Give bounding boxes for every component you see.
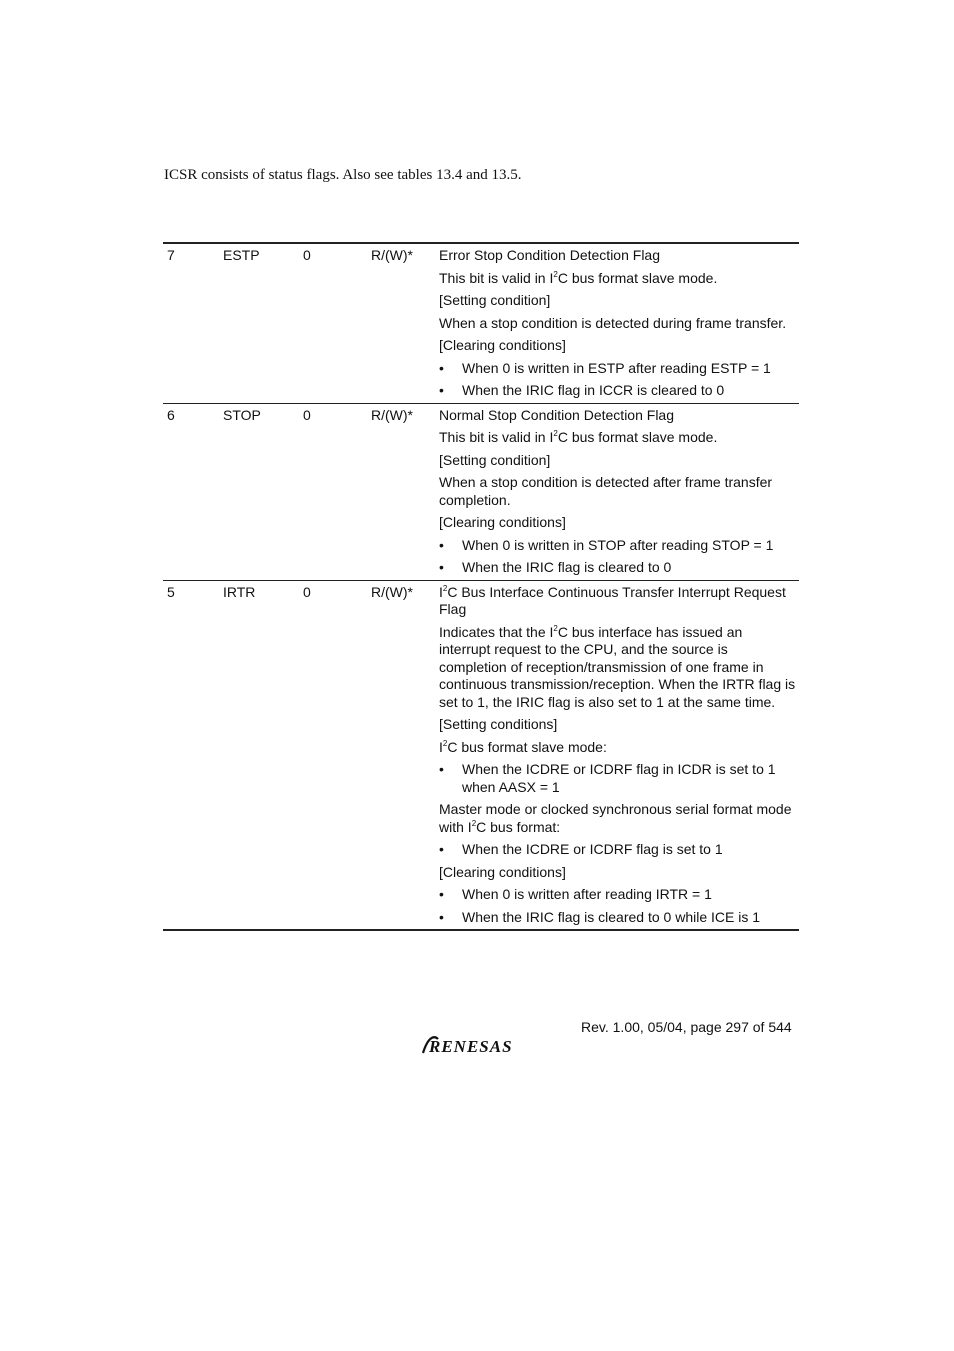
bit-description (439, 584, 797, 927)
setting-label: [Setting condition] (439, 451, 551, 468)
list-item: • When the IRIC flag in ICCR is cleared to 0 (439, 382, 725, 398)
setting-text: When a stop condition is detected during frame transfer. (439, 314, 787, 331)
clearing-label: [Clearing conditions] (439, 863, 566, 880)
page-footer: Rev. 1.00, 05/04, page 297 of 544 (581, 1019, 792, 1035)
initial-value: 0 (303, 406, 311, 423)
validity-text: This bit is valid in $I^2C$ bus format slave mode. (439, 429, 718, 445)
master-mode-text: Master mode or clocked synchronous serial format mode with $I^2C$ bus format: (439, 801, 792, 835)
list-item: • When 0 is written in ESTP after reading ESTP = 1 (439, 359, 771, 376)
slave-mode-text: $I^2C$ bus format slave mode: (439, 738, 607, 755)
list-item: • When the ICDRE or ICDRF flag is set to 1 (439, 841, 723, 857)
list-item: • When 0 is written after reading IRTR = 1 (439, 886, 712, 902)
intro-text: ICSR consists of status flags. Also see tables 13.4 and 13.5. (164, 167, 522, 183)
bit-name: STOP (223, 406, 261, 423)
read-write: R/(W)* (371, 247, 413, 263)
table-row-estp (163, 244, 799, 403)
flag-title: Error Stop Condition Detection Flag (439, 247, 660, 263)
flag-title: Normal Stop Condition Detection Flag (439, 406, 675, 423)
table-row-stop (163, 403, 799, 580)
table-row-irtr (163, 580, 799, 930)
list-item: • When 0 is written in STOP after reading STOP = 1 (439, 536, 774, 553)
svg-text:RENESAS: RENESAS (429, 1037, 513, 1056)
bit-number: 6 (167, 406, 175, 423)
bit-number: 7 (167, 247, 175, 263)
bit-name: ESTP (223, 247, 260, 263)
register-bit-table (163, 242, 799, 931)
list-item: • When the IRIC flag is cleared to 0 while ICE is 1 (439, 908, 761, 925)
setting-text: When a stop condition is detected after frame transfer completion. (439, 474, 773, 508)
initial-value: 0 (303, 583, 311, 600)
list-item: • When the ICDRE or ICDRF flag in ICDR is set to 1 when AASX = 1 (439, 761, 776, 795)
setting-label: [Setting conditions] (439, 716, 558, 732)
bit-name: IRTR (223, 583, 256, 600)
validity-text: This bit is valid in $I^2C$ bus format slave mode. (439, 269, 718, 286)
bit-number: 5 (167, 583, 175, 600)
setting-label: [Setting condition] (439, 292, 551, 308)
flag-title: $I^2C$ Bus Interface Continuous Transfer Interrupt Request Flag (439, 583, 786, 617)
clearing-label: [Clearing conditions] (439, 337, 566, 353)
renesas-logo (420, 1033, 542, 1057)
initial-value: 0 (303, 247, 311, 263)
read-write: R/(W)* (371, 583, 413, 600)
list-item: • When the IRIC flag is cleared to 0 (439, 559, 672, 575)
indicates-text: Indicates that the $I^2C$ bus interface has issued an interrupt request to the CPU, and the source is completion of reception/transmission of one frame in continuous transmission/reception. When the IRTR flag is set to 1, the IRIC flag is also set to 1 at the same time. (439, 623, 796, 710)
clearing-label: [Clearing conditions] (439, 514, 566, 530)
read-write: R/(W)* (371, 406, 413, 423)
bit-description (439, 247, 797, 400)
bit-description (439, 407, 797, 577)
